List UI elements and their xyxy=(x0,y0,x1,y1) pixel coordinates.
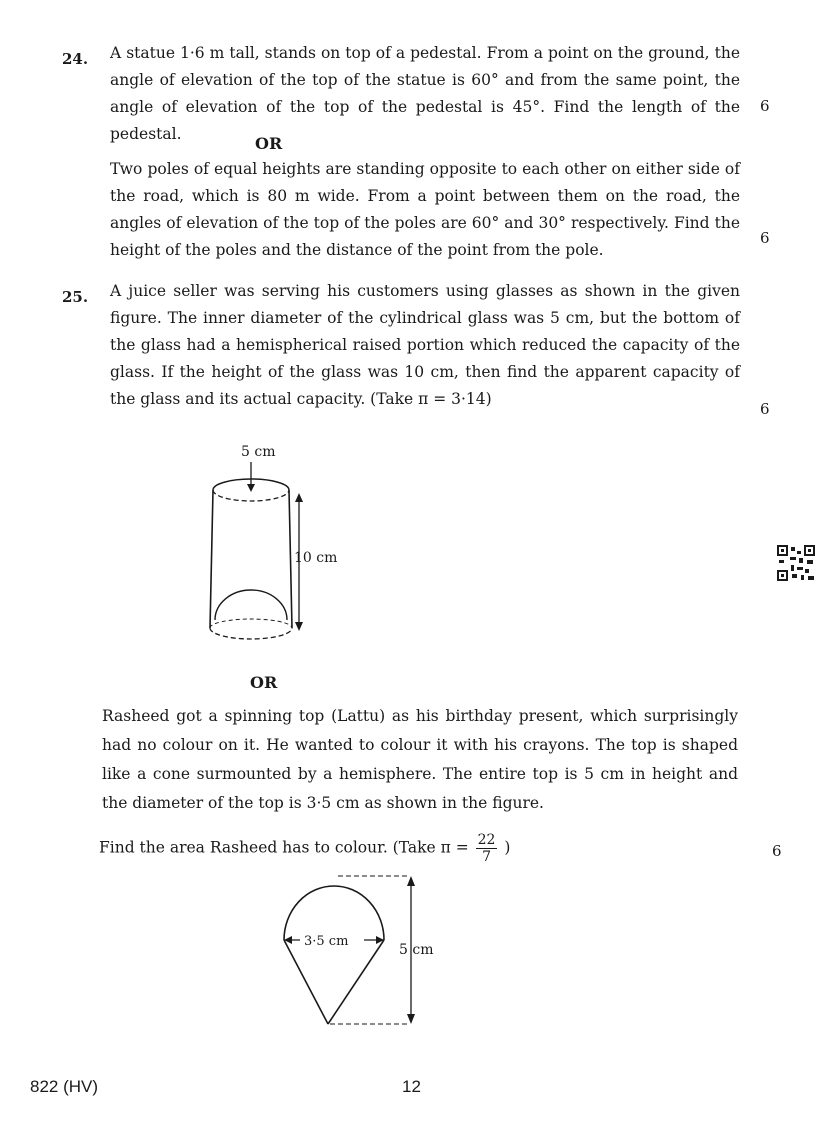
pi-denominator: 7 xyxy=(482,849,492,865)
question-24-marks: 6 xyxy=(760,97,770,115)
question-25-alternative-text: Rasheed got a spinning top (Lattu) as his birthday present, which surprisingly had no colour on it. He wanted to colour it with his crayons. The top is shaped like a cone surmounted by a hemisphere. The entire top is 5 cm in height and the diameter of the top is 3·5 cm as shown in the figure. xyxy=(102,707,738,812)
glass-figure xyxy=(195,438,355,653)
question-25-text: A juice seller was serving his customers using glasses as shown in the given figure. The inner diameter of the cylindrical glass was 5 cm, but the bottom of the glass had a hemispherical raised portion which reduced the capacity of the glass. If the height of the glass was 10 cm, then find the apparent capacity of the glass and its actual capacity. (Take π = 3·14) xyxy=(110,282,740,408)
find-suffix: ) xyxy=(504,838,511,857)
spinning-top-figure xyxy=(270,862,445,1037)
glass-diameter-label: 5 cm xyxy=(241,444,276,460)
footer-paper-code: 822 (HV) xyxy=(30,1077,99,1096)
top-diameter-label: 3·5 cm xyxy=(304,934,349,949)
find-prefix: Find the area Rasheed has to colour. (Take π = xyxy=(99,838,469,857)
glass-height-label: 10 cm xyxy=(294,550,338,566)
question-number-24: 24. xyxy=(62,50,89,68)
question-25-find-line xyxy=(99,832,510,865)
pi-fraction xyxy=(476,832,498,865)
question-25-marks: 6 xyxy=(760,400,770,418)
pi-numerator: 22 xyxy=(477,832,496,848)
qr-code-icon xyxy=(777,545,815,581)
footer-page-number: 12 xyxy=(402,1077,421,1096)
or-divider-24: OR xyxy=(255,134,283,153)
or-divider-25: OR xyxy=(250,673,278,692)
question-24-text: A statue 1·6 m tall, stands on top of a pedestal. From a point on the ground, the angle of elevation of the top of the statue is 60° and from the same point, the angle of elevation of the top of the pedestal is 45°. Find the length of the pedestal. xyxy=(110,44,740,143)
question-24-alternative-text: Two poles of equal heights are standing opposite to each other on either side of the road, which is 80 m wide. From a point between them on the road, the angles of elevation of the top of the poles are 60° and 30° respectively. Find the height of the poles and the distance of the point from the pole. xyxy=(110,160,740,259)
question-number-25: 25. xyxy=(62,288,89,306)
question-25-alternative-marks: 6 xyxy=(772,842,782,860)
question-24-alternative-marks: 6 xyxy=(760,229,770,247)
top-height-label: 5 cm xyxy=(399,942,434,958)
